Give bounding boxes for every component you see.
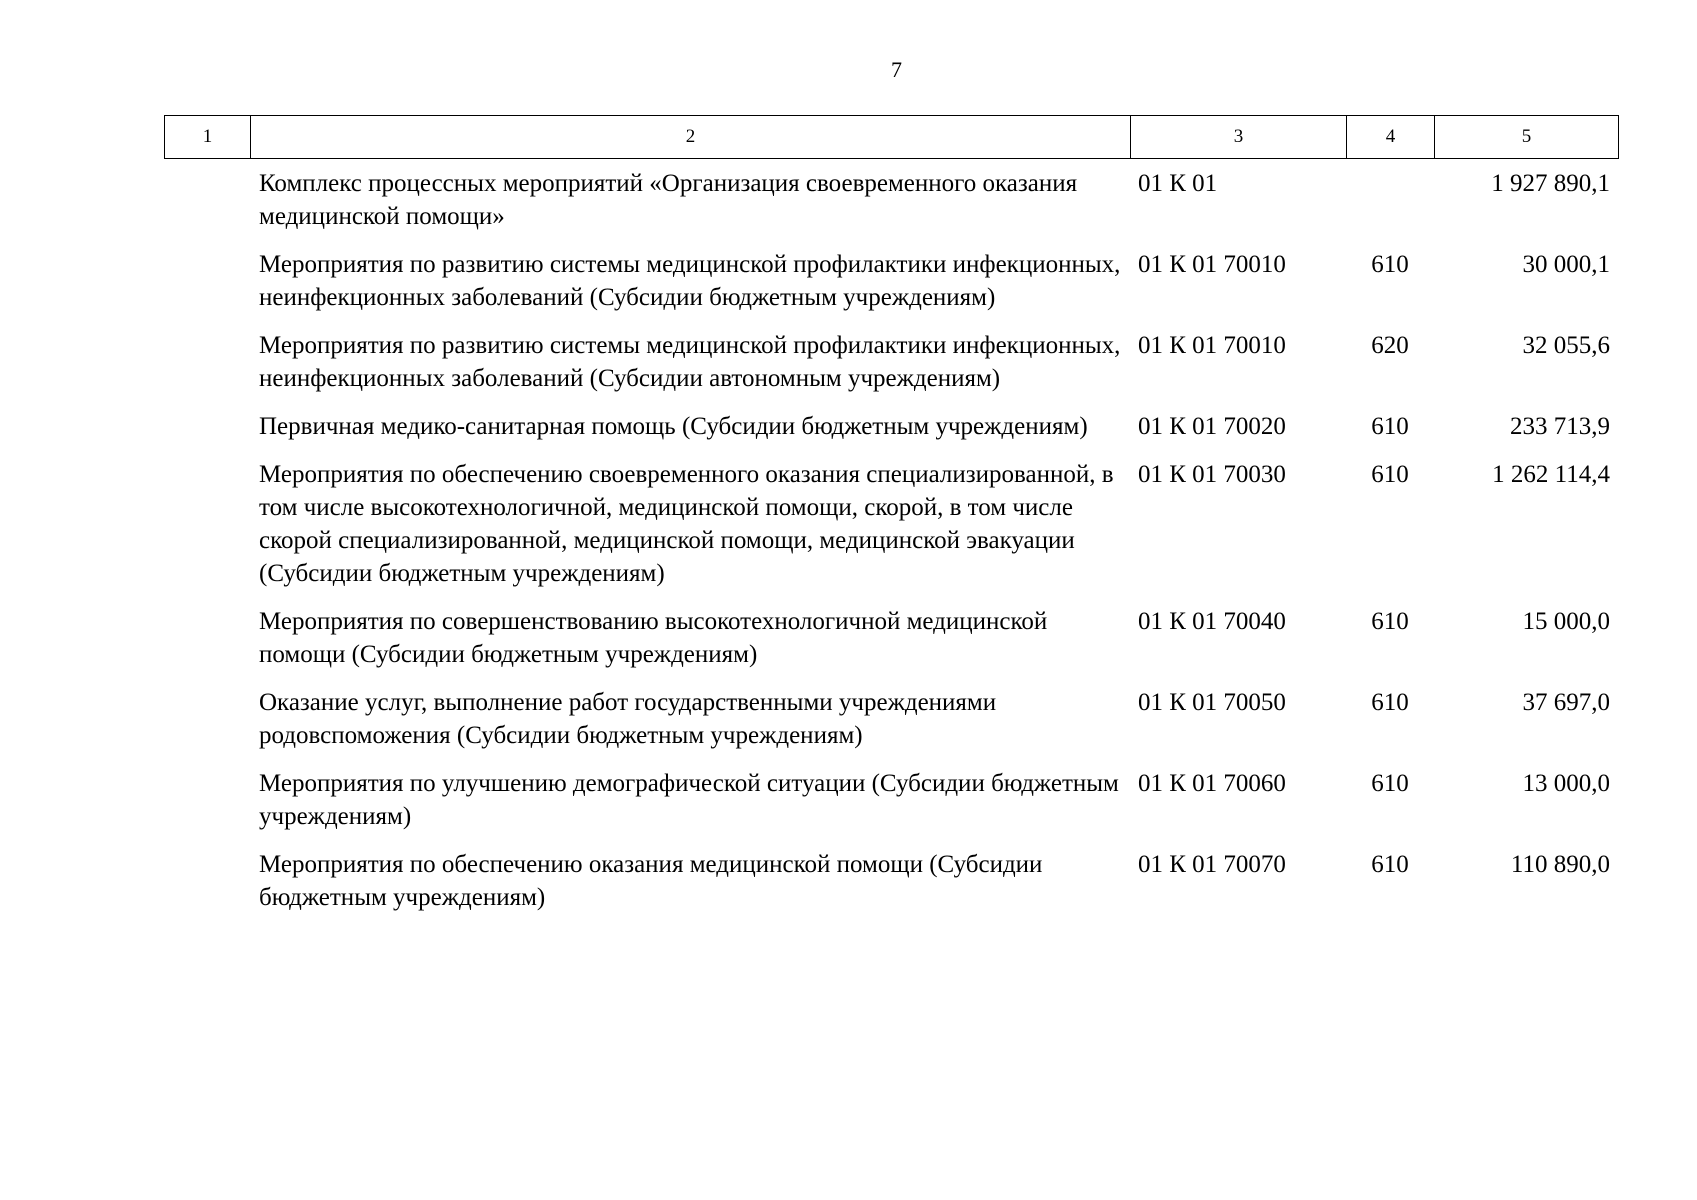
row-amount: 30 000,1 — [1522, 251, 1610, 278]
row-target-code: 01 К 01 70070 — [1138, 851, 1286, 878]
row-name: Мероприятия по улучшению демографической ситуации (Субсидии бюджетным учреждениям) — [259, 770, 1119, 830]
budget-table-body — [250, 167, 1618, 929]
row-expense-type: 610 — [1371, 851, 1409, 878]
row-name: Первичная медико-санитарная помощь (Субсидии бюджетным учреждениям) — [259, 413, 1088, 440]
row-target-code: 01 К 01 70010 — [1138, 332, 1286, 359]
row-name: Мероприятия по обеспечению своевременного оказания специализированной, в том числе высокотехнологичной, медицинской помощи, скорой, в том числе скорой специализированной, медицинской помощи, медицинской эвакуации (Субсидии бюджетным учреждениям) — [259, 461, 1114, 587]
header-row — [165, 116, 1619, 159]
row-target-code: 01 К 01 — [1138, 170, 1218, 197]
row-target-code: 01 К 01 70030 — [1138, 461, 1286, 488]
table-row — [250, 329, 1618, 395]
table-row — [250, 248, 1618, 314]
table-row — [250, 167, 1618, 233]
row-name: Оказание услуг, выполнение работ государственными учреждениями родовспоможения (Субсидии бюджетным учреждениям) — [259, 689, 997, 749]
row-expense-type: 620 — [1371, 332, 1409, 359]
table-row — [250, 767, 1618, 833]
header-col-3: 3 — [1131, 116, 1347, 159]
row-name: Комплекс процессных мероприятий «Организация своевременного оказания медицинской помощи» — [259, 170, 1078, 230]
header-col-1: 1 — [165, 116, 251, 159]
row-expense-type: 610 — [1371, 770, 1409, 797]
row-expense-type: 610 — [1371, 251, 1409, 278]
row-name: Мероприятия по обеспечению оказания медицинской помощи (Субсидии бюджетным учреждениям) — [259, 851, 1043, 911]
row-expense-type: 610 — [1371, 461, 1409, 488]
row-amount: 32 055,6 — [1522, 332, 1610, 359]
row-expense-type: 610 — [1371, 689, 1409, 716]
page-number: 7 — [891, 57, 902, 82]
table-row — [250, 458, 1618, 590]
row-name: Мероприятия по развитию системы медицинской профилактики инфекционных, неинфекционных заболеваний (Субсидии бюджетным учреждениям) — [259, 251, 1121, 311]
row-amount: 13 000,0 — [1522, 770, 1610, 797]
row-amount: 110 890,0 — [1510, 851, 1610, 878]
table-row — [250, 410, 1618, 443]
row-expense-type: 610 — [1371, 608, 1409, 635]
header-col-5: 5 — [1435, 116, 1619, 159]
row-amount: 1 927 890,1 — [1491, 170, 1610, 197]
row-amount: 15 000,0 — [1522, 608, 1610, 635]
column-number-header — [164, 115, 1619, 159]
row-target-code: 01 К 01 70050 — [1138, 689, 1286, 716]
row-name: Мероприятия по совершенствованию высокотехнологичной медицинской помощи (Субсидии бюджетным учреждениям) — [259, 608, 1048, 668]
row-expense-type: 610 — [1371, 413, 1409, 440]
row-amount: 37 697,0 — [1522, 689, 1610, 716]
row-target-code: 01 К 01 70010 — [1138, 251, 1286, 278]
row-amount: 233 713,9 — [1510, 413, 1610, 440]
row-name: Мероприятия по развитию системы медицинской профилактики инфекционных, неинфекционных заболеваний (Субсидии автономным учреждениям) — [259, 332, 1121, 392]
row-amount: 1 262 114,4 — [1492, 461, 1610, 488]
header-col-4: 4 — [1347, 116, 1435, 159]
table-row — [250, 848, 1618, 914]
table-row — [250, 605, 1618, 671]
table-row — [250, 686, 1618, 752]
header-col-2: 2 — [251, 116, 1131, 159]
row-target-code: 01 К 01 70040 — [1138, 608, 1286, 635]
row-target-code: 01 К 01 70020 — [1138, 413, 1286, 440]
row-target-code: 01 К 01 70060 — [1138, 770, 1286, 797]
